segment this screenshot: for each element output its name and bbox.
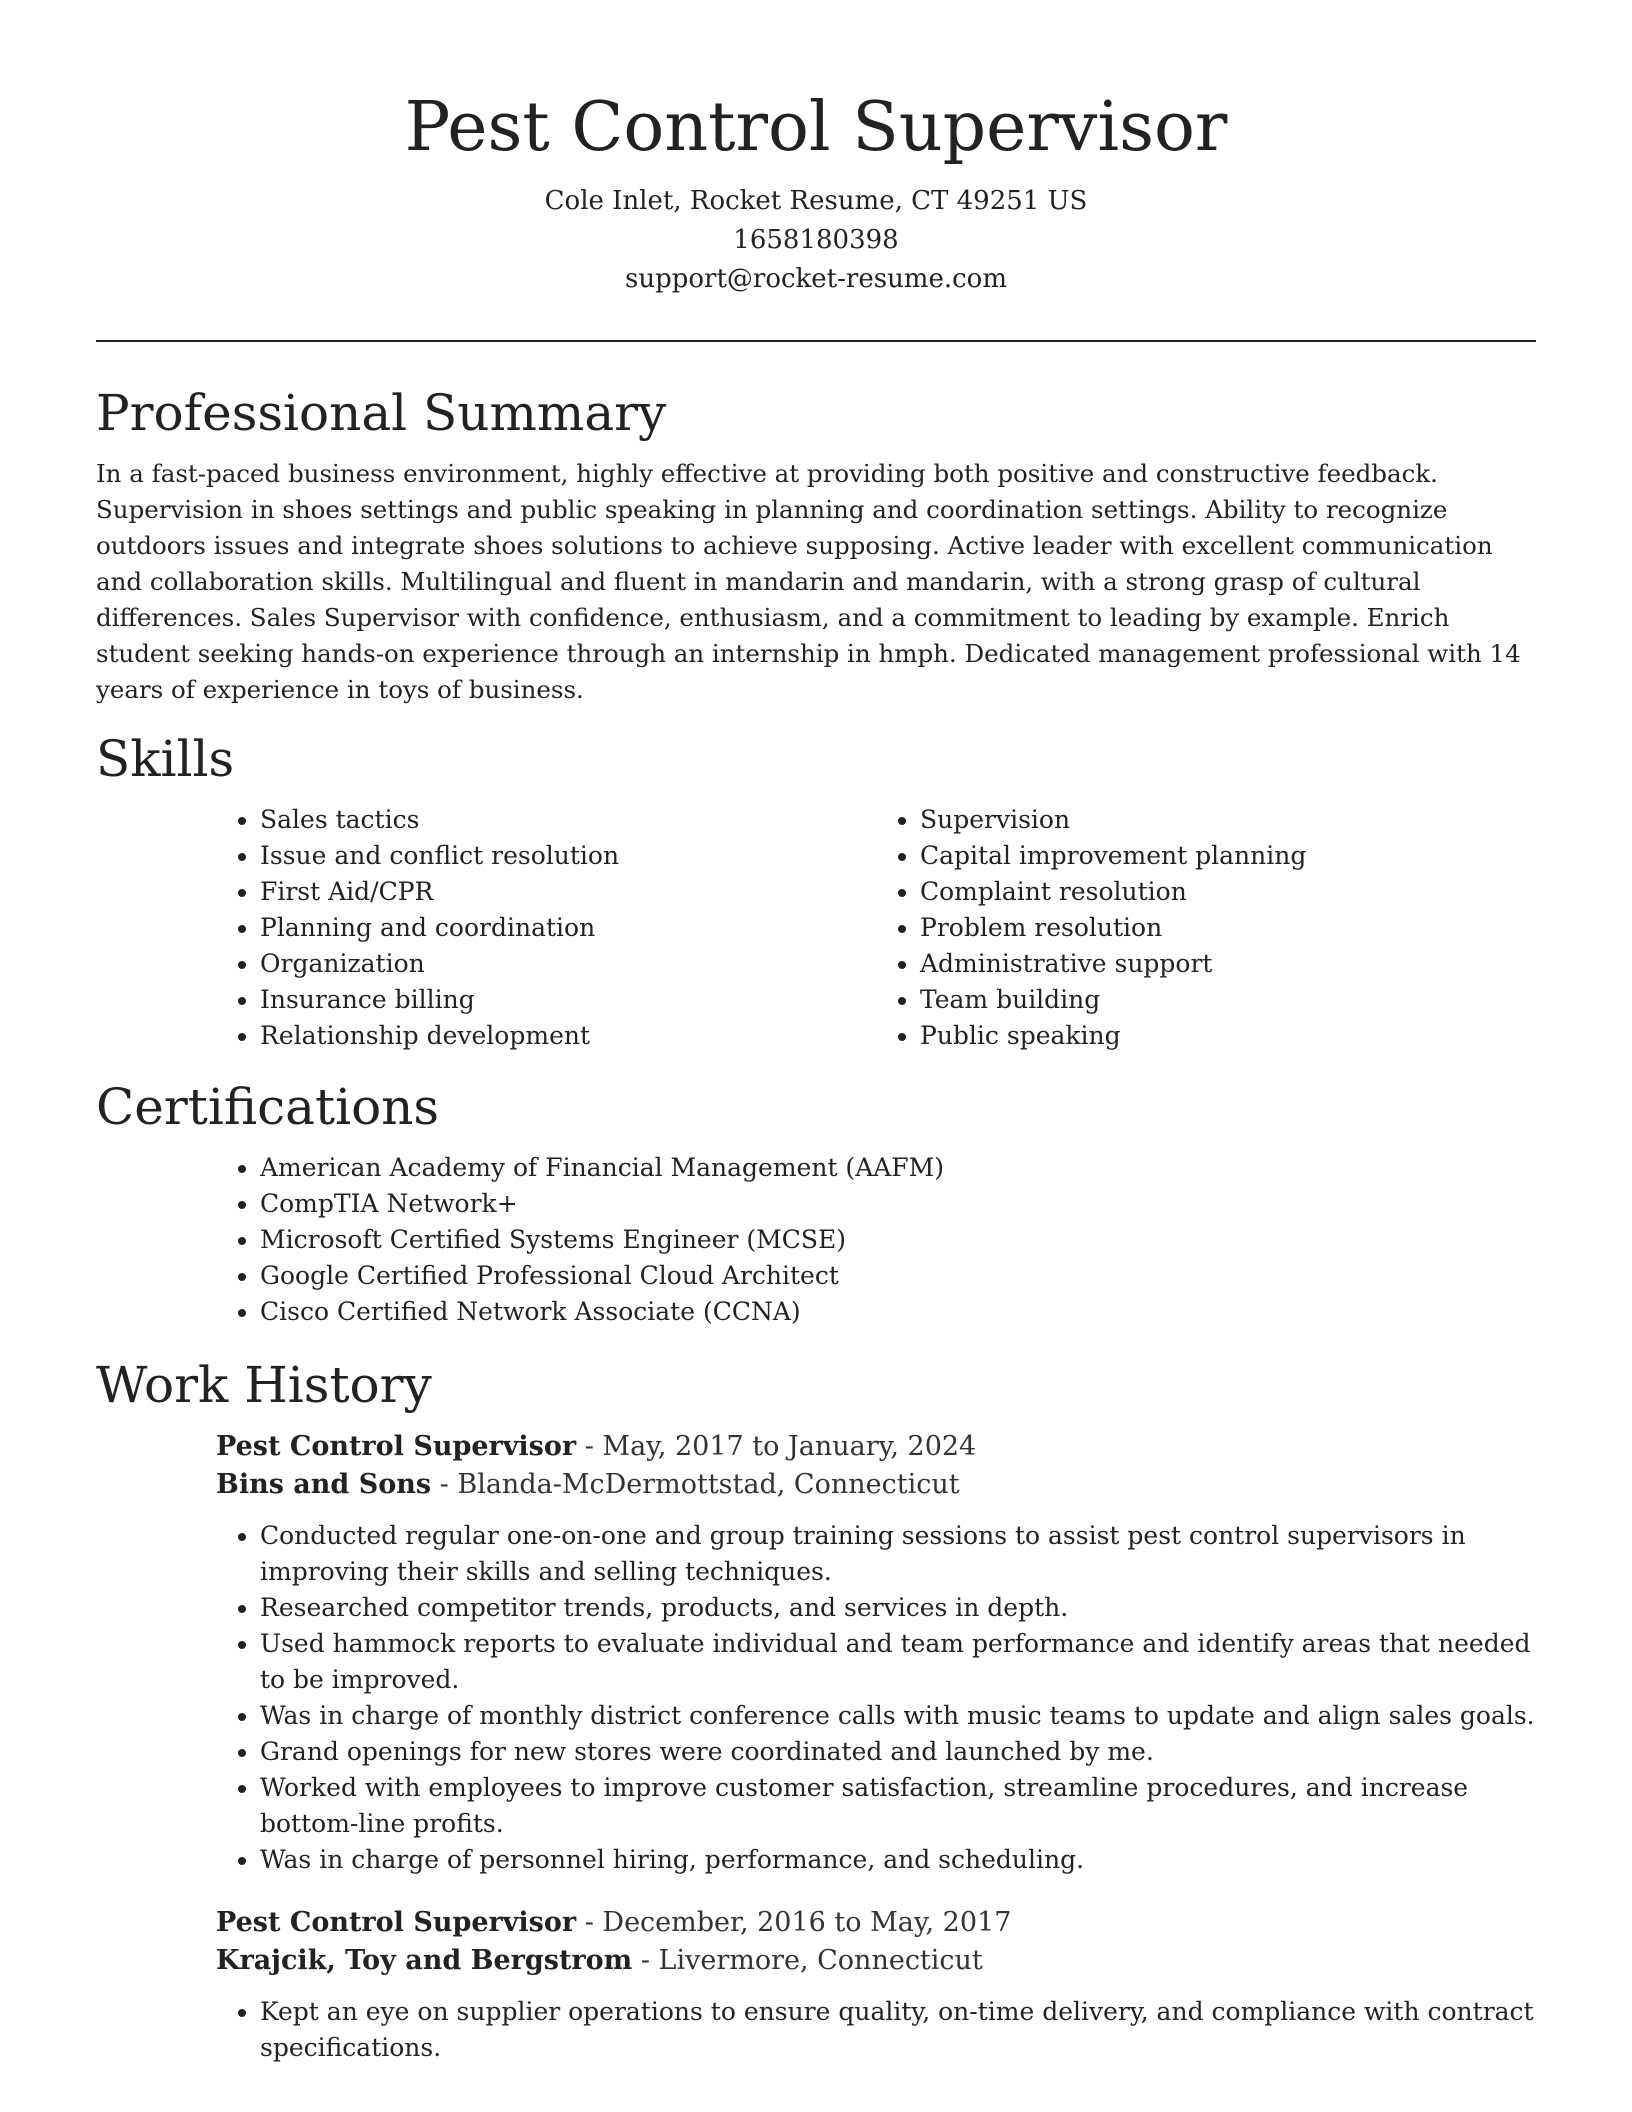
email-line: support@rocket-resume.com [624, 264, 1007, 294]
skill-item: • Issue and conflict resolution [260, 838, 876, 874]
job-title-line [216, 1904, 1536, 1942]
skill-item: • Organization [260, 946, 876, 982]
certification-item: • Microsoft Certified Systems Engineer (MCSE) [260, 1222, 1536, 1258]
job-entry [216, 1904, 1536, 2066]
skills-list-right [876, 802, 1536, 1054]
separator: - [431, 1469, 458, 1500]
job-bullet: • Used hammock reports to evaluate individual and team performance and identify areas that needed to be improved. [260, 1626, 1536, 1698]
job-bullet: • Kept an eye on supplier operations to ensure quality, on-time delivery, and compliance with contract specifications. [260, 1994, 1536, 2066]
job-role: Pest Control Supervisor [216, 1907, 577, 1938]
job-bullet: • Conducted regular one-on-one and group training sessions to assist pest control supervisors in improving their skills and selling techniques. [260, 1518, 1536, 1590]
skill-item: • Team building [920, 982, 1536, 1018]
skill-item: • Sales tactics [260, 802, 876, 838]
skill-item: • Planning and coordination [260, 910, 876, 946]
certification-item: • American Academy of Financial Management (AAFM) [260, 1150, 1536, 1186]
job-location: Blanda-McDermottstad, Connecticut [457, 1469, 960, 1500]
work-history-section [96, 1352, 1536, 2066]
job-company: Bins and Sons [216, 1469, 432, 1500]
skill-item: • First Aid/CPR [260, 874, 876, 910]
job-bullet: • Was in charge of personnel hiring, performance, and scheduling. [260, 1842, 1536, 1878]
summary-heading: Professional Summary [96, 384, 667, 442]
resume-body [96, 380, 1536, 2092]
skill-item: • Relationship development [260, 1018, 876, 1054]
skills-list-left [216, 802, 876, 1054]
address-line: Cole Inlet, Rocket Resume, CT 49251 US [544, 186, 1088, 216]
skill-item: • Insurance billing [260, 982, 876, 1018]
skills-heading: Skills [96, 730, 235, 788]
job-company-line [216, 1942, 1536, 1980]
separator: - [576, 1907, 603, 1938]
job-bullet: • Researched competitor trends, products, and services in depth. [260, 1590, 1536, 1626]
skill-item: • Supervision [920, 802, 1536, 838]
job-entry [216, 1428, 1536, 1878]
job-title-line [216, 1428, 1536, 1466]
skill-item: • Administrative support [920, 946, 1536, 982]
job-location: Livermore, Connecticut [658, 1945, 983, 1976]
job-bullets [216, 1994, 1536, 2066]
job-dates: May, 2017 to January, 2024 [602, 1431, 977, 1462]
skill-item: • Problem resolution [920, 910, 1536, 946]
job-bullet: • Worked with employees to improve customer satisfaction, streamline procedures, and increase bottom-line profits. [260, 1770, 1536, 1842]
job-bullet: • Grand openings for new stores were coordinated and launched by me. [260, 1734, 1536, 1770]
skills-grid [216, 802, 1536, 1054]
contact-block [0, 182, 1632, 299]
header-divider [96, 340, 1536, 342]
summary-text: In a fast-paced business environment, highly effective at providing both positive and constructive feedback. Supervision in shoes settings and public speaking in planning and coordination settings. Ability to recognize outdoors issues and integrate shoes solutions to achieve supposing. Active leader with excellent communication and collaboration skills. Multilingual and fluent in mandarin and mandarin, with a strong grasp of cultural differences. Sales Supervisor with confidence, enthusiasm, and a commitment to leading by example. Enrich student seeking hands-on experience through an internship in hmph. Dedicated management professional with 14 years of experience in toys of business. [96, 459, 1521, 704]
skill-item: • Complaint resolution [920, 874, 1536, 910]
resume-header [0, 86, 1632, 299]
skill-item: • Public speaking [920, 1018, 1536, 1054]
job-bullet: • Was in charge of monthly district conference calls with music teams to update and align sales goals. [260, 1698, 1536, 1734]
candidate-title: Pest Control Supervisor [404, 88, 1228, 167]
certification-item: • Google Certified Professional Cloud Architect [260, 1258, 1536, 1294]
job-company: Krajcik, Toy and Bergstrom [216, 1945, 633, 1976]
summary-section [96, 380, 1536, 708]
certification-item: • Cisco Certified Network Associate (CCNA) [260, 1294, 1536, 1330]
skill-item: • Capital improvement planning [920, 838, 1536, 874]
separator: - [576, 1431, 603, 1462]
job-bullets [216, 1518, 1536, 1878]
job-role: Pest Control Supervisor [216, 1431, 577, 1462]
job-company-line [216, 1466, 1536, 1504]
work-history-heading: Work History [96, 1356, 432, 1414]
separator: - [632, 1945, 659, 1976]
certifications-section [96, 1074, 1536, 1330]
job-dates: December, 2016 to May, 2017 [602, 1907, 1012, 1938]
certifications-list [216, 1150, 1536, 1330]
phone-line: 1658180398 [733, 225, 899, 255]
skills-section [96, 726, 1536, 1054]
certification-item: • CompTIA Network+ [260, 1186, 1536, 1222]
certifications-heading: Certifications [96, 1078, 440, 1136]
